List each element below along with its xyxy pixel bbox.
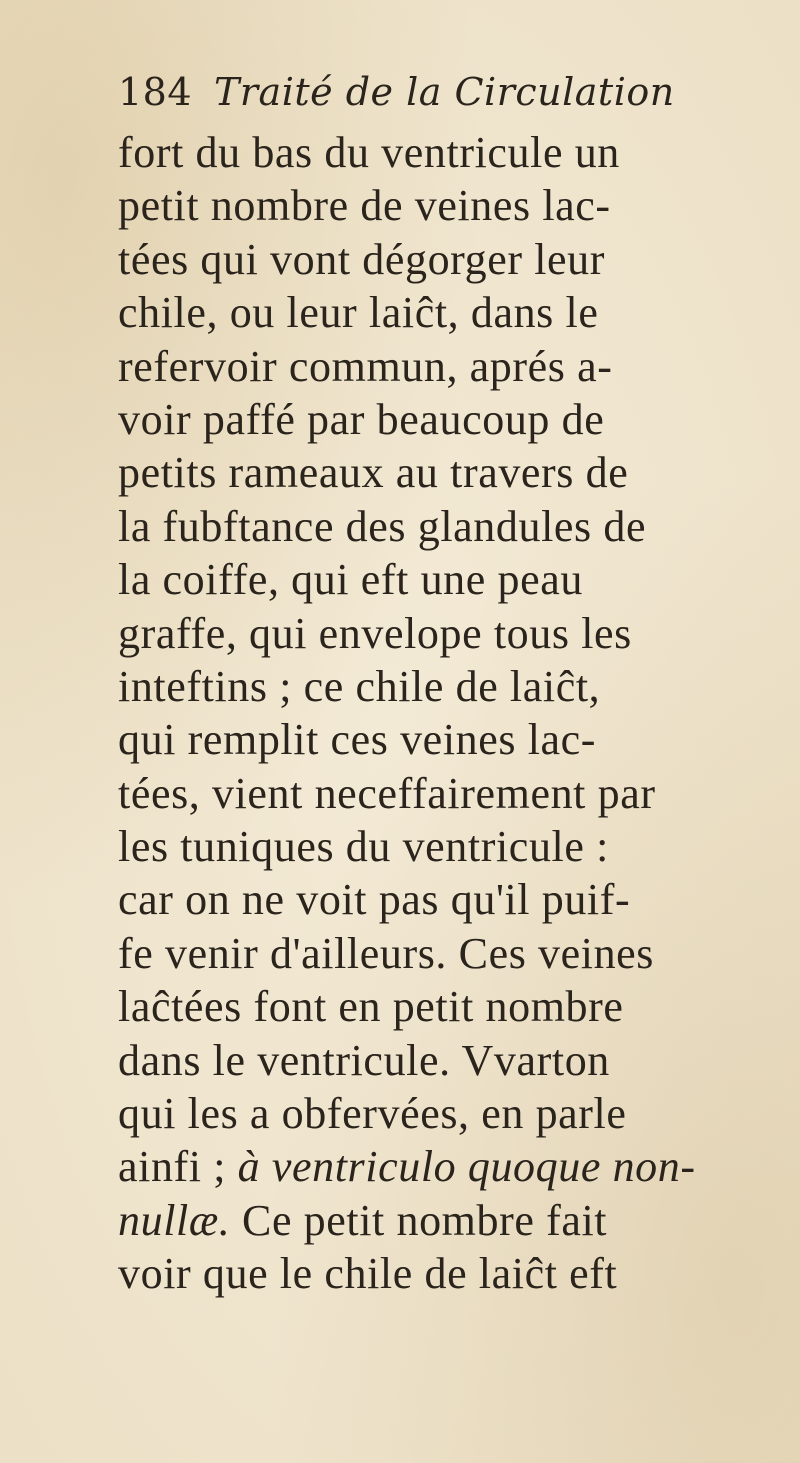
text-line: graffe, qui envelope tous les: [118, 608, 632, 658]
body-text: [118, 126, 768, 1301]
text-line: laĉtées font en petit nombre: [118, 982, 624, 1032]
text-line: la coiffe, qui eft une peau: [118, 555, 583, 605]
text-line: petits rameaux au travers de: [118, 448, 629, 498]
text-line: ainfi ; à ventriculo quoque non-: [118, 1142, 696, 1192]
text-line: les tuniques du ventricule :: [118, 822, 609, 872]
text-line: dans le ventricule. Vvarton: [118, 1035, 610, 1085]
text-line: chile, ou leur laiĉt, dans le: [118, 288, 599, 338]
text-line: la fubftance des glandules de: [118, 501, 647, 551]
text-line: fort du bas du ventricule un: [118, 128, 620, 177]
text-line: tées, vient neceffairement par: [118, 768, 656, 818]
latin-quote: nullæ.: [118, 1195, 231, 1245]
text-line: voir que le chile de laiĉt eft: [118, 1249, 618, 1299]
text-line: nullæ. Ce petit nombre fait: [118, 1195, 608, 1245]
text-line: fe venir d'ailleurs. Ces veines: [118, 928, 655, 978]
text-line: inteftins ; ce chile de laiĉt,: [118, 661, 601, 711]
text-line: petit nombre de veines lac-: [118, 181, 611, 231]
page-header: [118, 62, 738, 122]
text-line: qui remplit ces veines lac-: [118, 715, 597, 765]
text-line: refervoir commun, aprés a-: [118, 341, 613, 391]
page-number: 184: [118, 70, 193, 114]
latin-quote: à ventriculo quoque non-: [237, 1142, 696, 1192]
text-line: voir paffé par beaucoup de: [118, 394, 605, 444]
running-title: Traité de la Circulation: [214, 70, 675, 114]
text-line: tées qui vont dégorger leur: [118, 234, 606, 284]
text-line: qui les a obfervées, en parle: [118, 1089, 627, 1139]
text-line: car on ne voit pas qu'il puif-: [118, 875, 631, 925]
